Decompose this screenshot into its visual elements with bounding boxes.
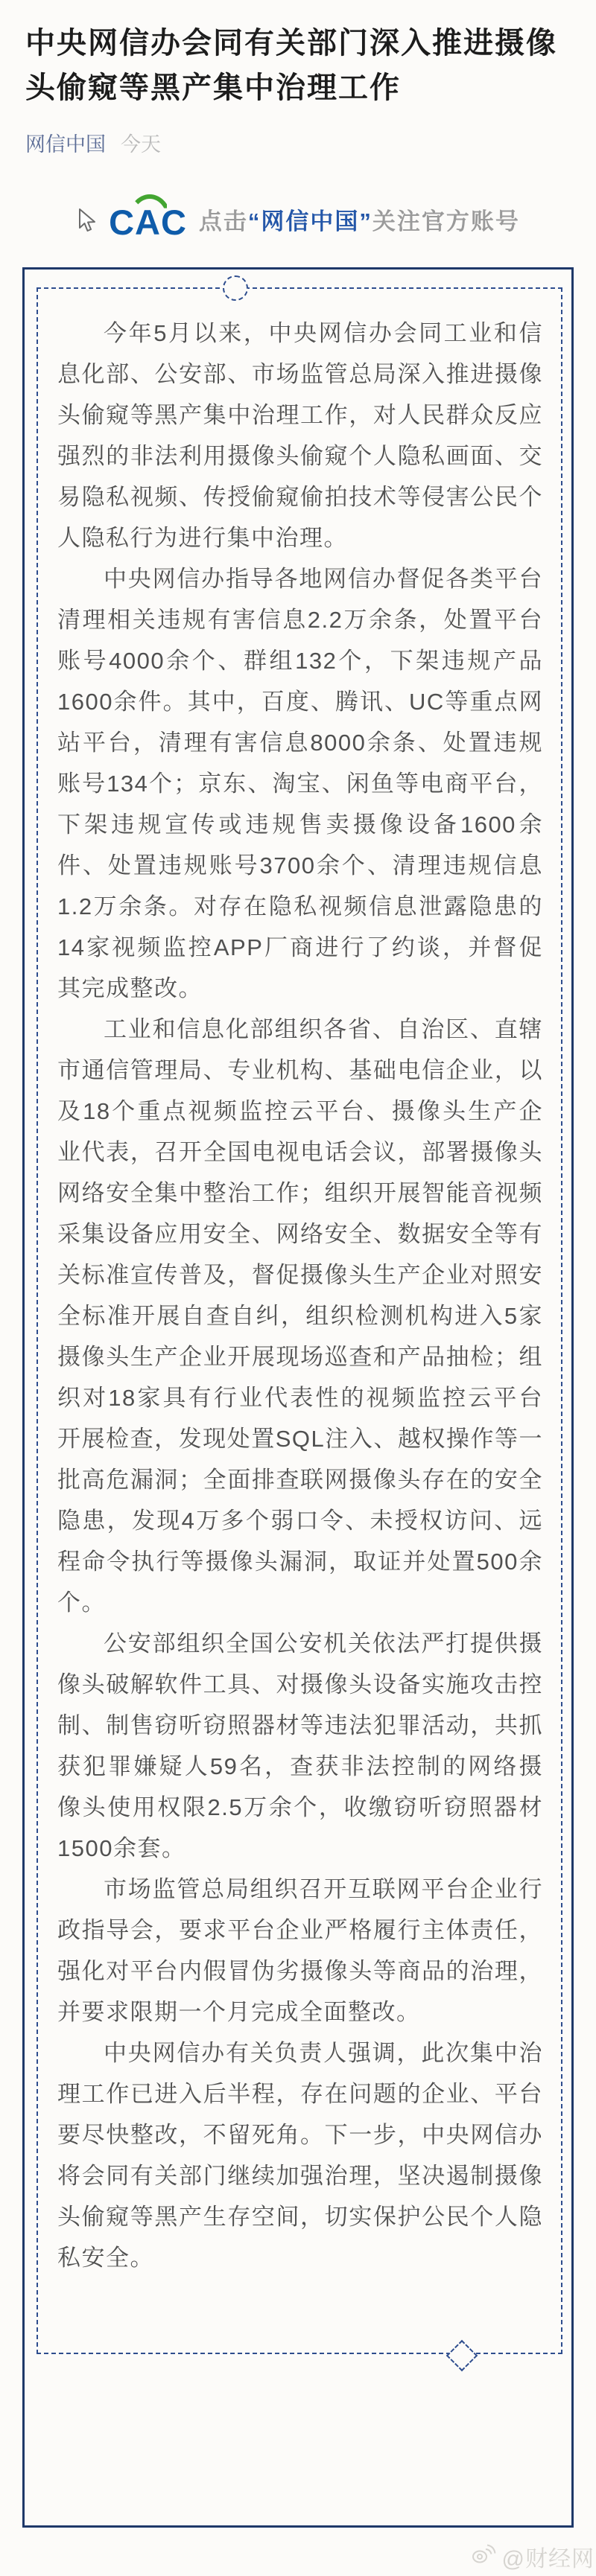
watermark: [471, 2540, 595, 2573]
source-name[interactable]: 网信中国: [25, 133, 106, 156]
article-paragraph: 公安部组织全国公安机关依法严打提供摄像头破解软件工具、对摄像头设备实施攻击控制、制售窃听窃照器材等违法犯罪活动，共抓获犯罪嫌疑人59名，查获非法控制的网络摄像头使用权限2.5万余个，收缴窃听窃照器材1500余套。: [57, 1630, 543, 1861]
banner-label: [199, 203, 520, 236]
article-paragraph: 中央网信办有关负责人强调，此次集中治理工作已进入后半程，存在问题的企业、平台要尽快整改，不留死角。下一步，中央网信办将会同有关部门继续加强治理，坚决遏制摄像头偷窥等黑产生存空间，切实保护公民个人隐私安全。: [57, 2040, 543, 2271]
article-paragraph: 今年5月以来，中央网信办会同工业和信息化部、公安部、市场监管总局深入推进摄像头偷窥等黑产集中治理工作，对人民群众反应强烈的非法利用摄像头偷窥个人隐私画面、交易隐私视频、传授偷窥偷拍技术等侵害公民个人隐私行为进行集中治理。: [57, 320, 543, 551]
banner-text-prefix: 点击: [198, 208, 248, 235]
follow-banner[interactable]: [15, 191, 581, 246]
article-paragraph: 工业和信息化部组织各省、自治区、直辖市通信管理局、专业机构、基础电信企业，以及18个重点视频监控云平台、摄像头生产企业代表，召开全国电视电话会议，部署摄像头网络安全集中整治工作；组织开展智能音视频采集设备应用安全、网络安全、数据安全等有关标准宣传普及，督促摄像头生产企业对照安全标准开展自查自纠，组织检测机构进入5家摄像头生产企业开展现场巡查和产品抽检；组织对18家具有行业代表性的视频监控云平台开展检查，发现处置SQL注入、越权操作等一批高危漏洞；全面排查联网摄像头存在的安全隐患，发现4万多个弱口令、未授权访问、远程命令执行等摄像头漏洞，取证并处置500余个。: [57, 1016, 543, 1616]
dashed-circle-decoration: [223, 275, 248, 301]
cac-logo: CAC: [109, 199, 187, 240]
watermark-text: @财经网: [501, 2547, 595, 2572]
content-box: [22, 267, 574, 2528]
article-body: [57, 313, 543, 2278]
article-paragraph: 中央网信办指导各地网信办督促各类平台清理相关违规有害信息2.2万余条，处置平台账号4000余个、群组132个，下架违规产品1600余件。其中，百度、腾讯、UC等重点网站平台，清理有害信息8000余条、处置违规账号134个；京东、淘宝、闲鱼等电商平台，下架违规宣传或违规售卖摄像设备1600余件、处置违规账号3700余个、清理违规信息1.2万余条。对存在隐私视频信息泄露隐患的14家视频监控APP厂商进行了约谈，并督促其完成整改。: [57, 566, 543, 1001]
article-paragraph: 市场监管总局组织召开互联网平台企业行政指导会，要求平台企业严格履行主体责任，强化对平台内假冒伪劣摄像头等商品的治理，并要求限期一个月完成全面整改。: [57, 1876, 543, 2025]
article-title: 中央网信办会同有关部门深入推进摄像头偷窥等黑产集中治理工作: [25, 27, 557, 104]
banner-highlight: “网信中国”: [247, 208, 372, 235]
byline: [25, 128, 571, 157]
weibo-icon: [471, 2543, 496, 2570]
banner-text-suffix: 关注官方账号: [372, 208, 520, 235]
dashed-frame: [37, 287, 562, 2354]
dashed-diamond-decoration: [446, 2340, 478, 2371]
cursor-icon: [76, 208, 97, 235]
publish-date: 今天: [121, 133, 161, 156]
